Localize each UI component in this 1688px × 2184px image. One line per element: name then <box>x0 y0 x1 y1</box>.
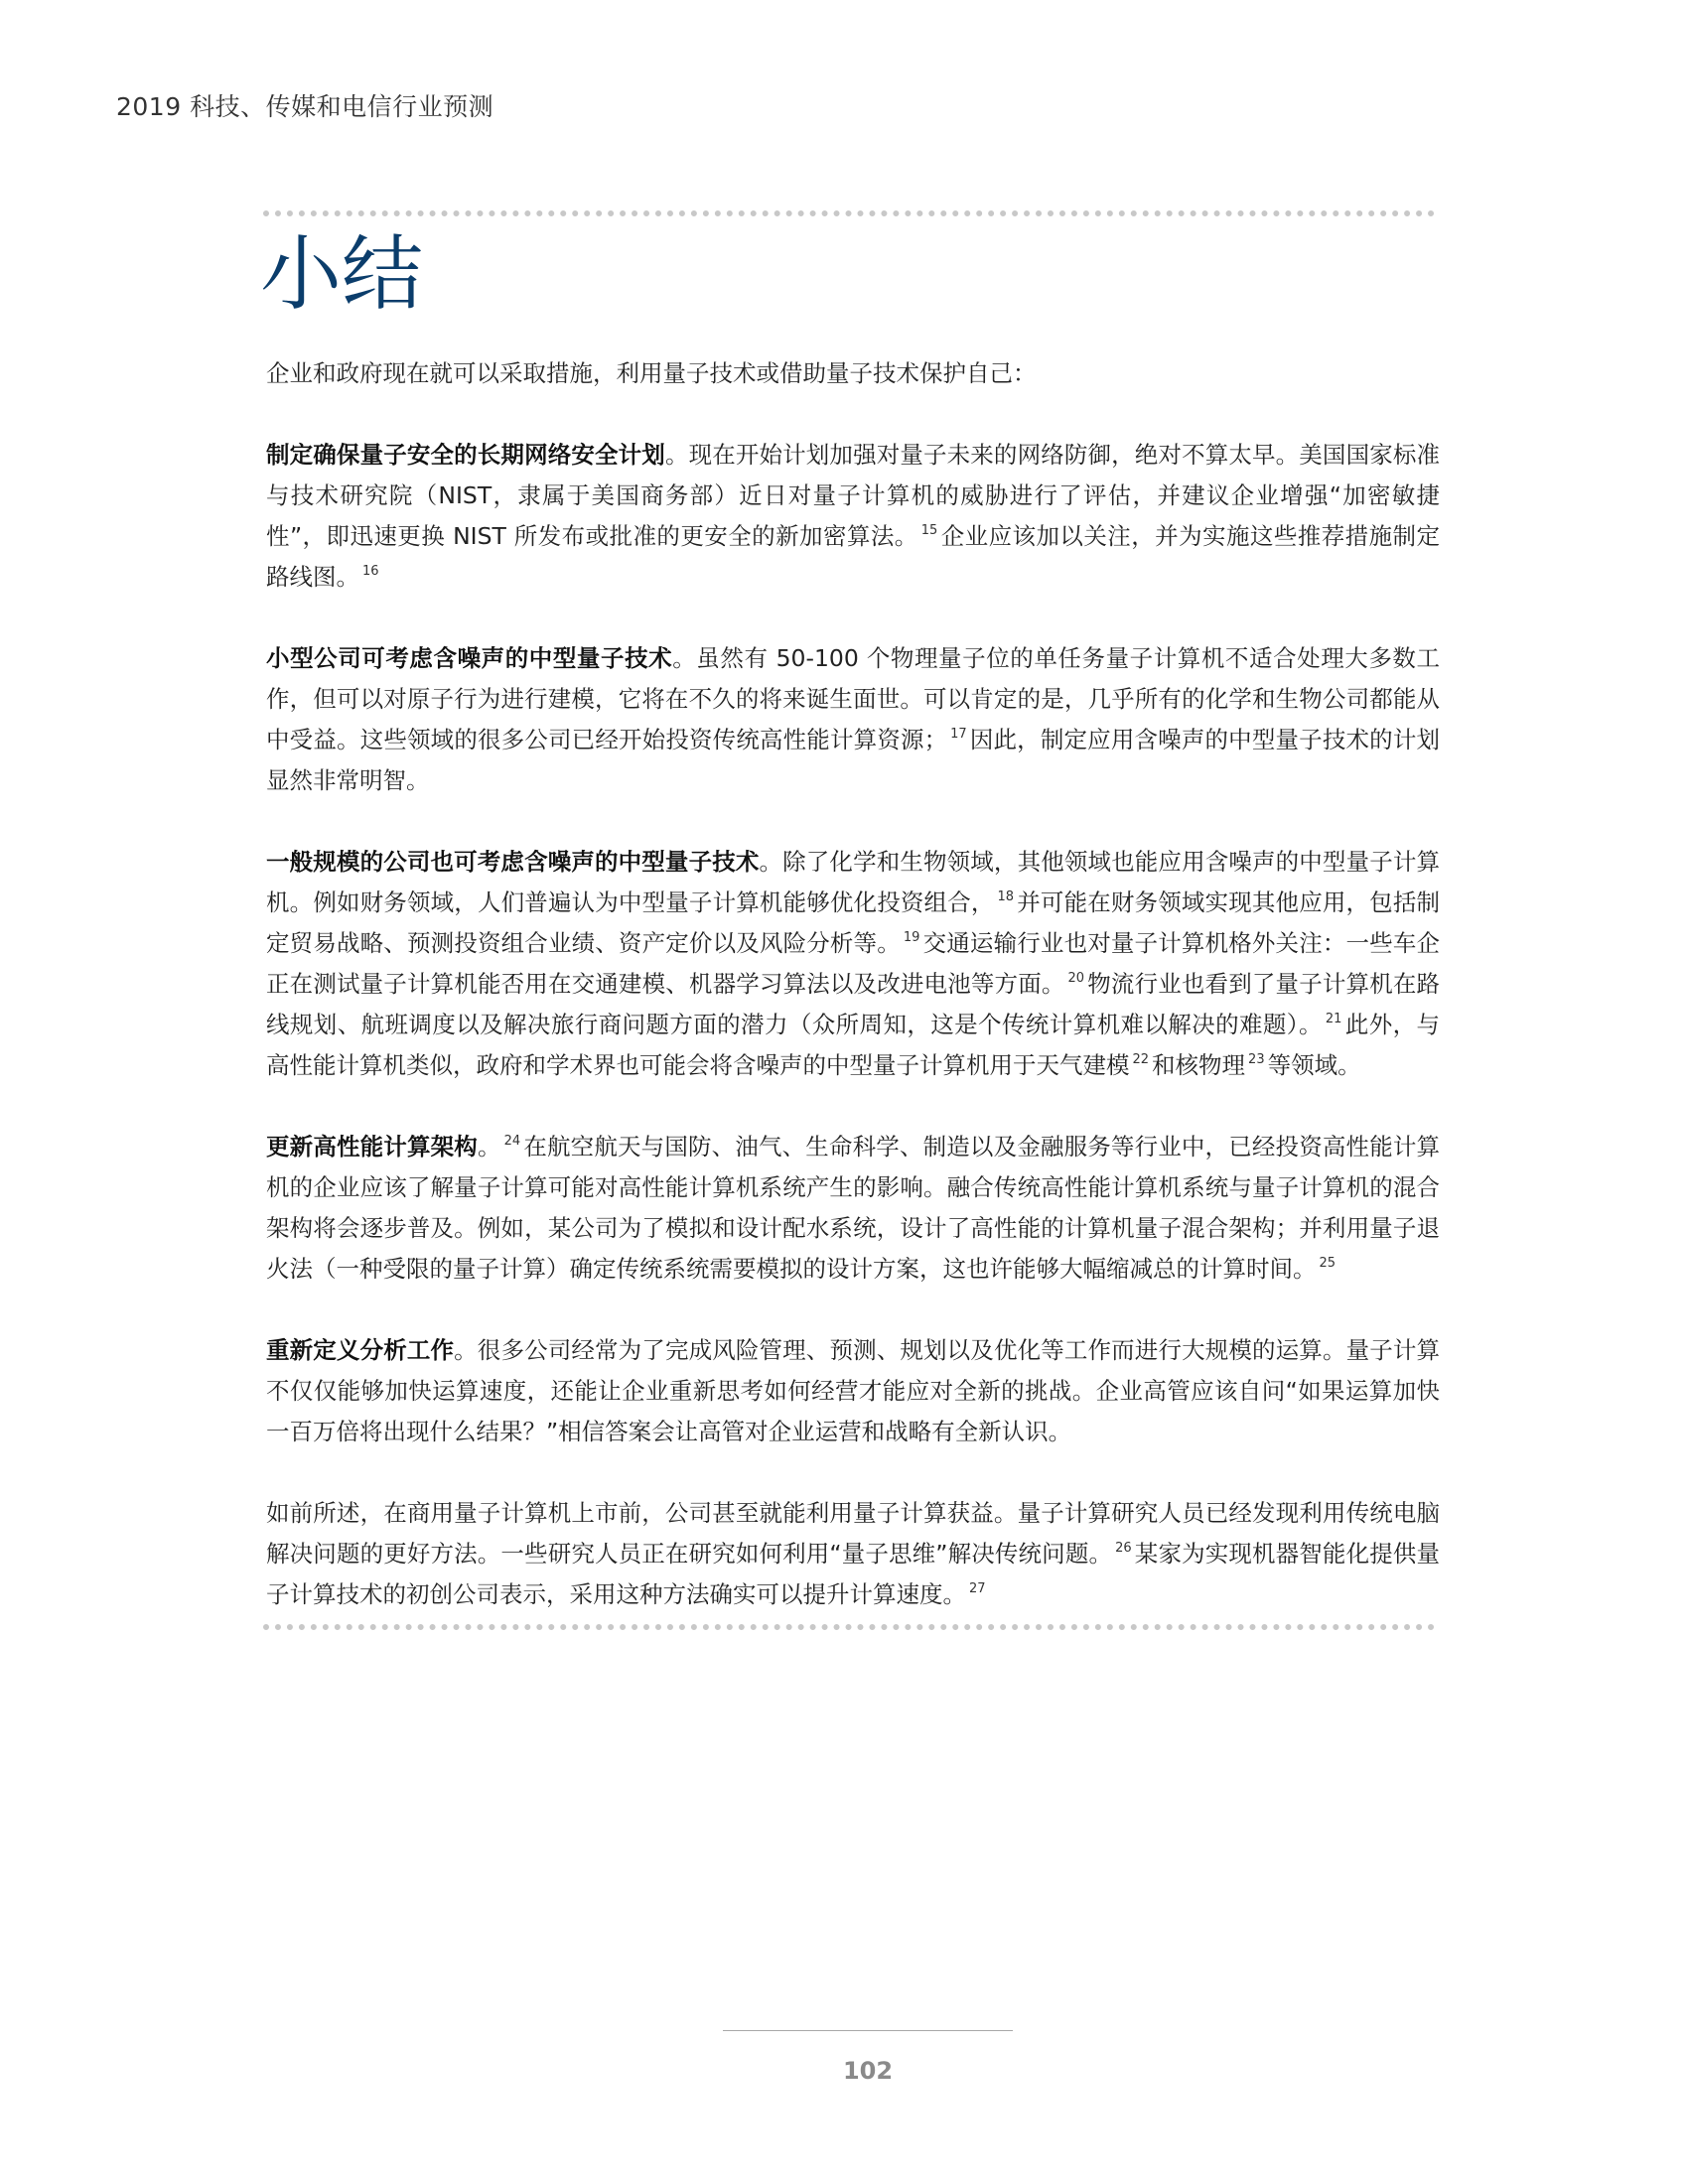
page-number: 102 <box>842 2057 894 2085</box>
paragraph-text: 。除了化学和生物领域，其他领域也能应用含噪声的中型量子计算机。例如财务领域，人们普遍认为中型量子计算机能够优化投资组合， <box>266 848 1440 916</box>
paragraph-text: 此外，与高性能计算机类似，政府和学术界也可能会将含噪声的中型量子计算机用于天气建模 <box>266 1011 1440 1079</box>
paragraph-lead-heading: 一般规模的公司也可考虑含噪声的中型量子技术 <box>266 848 760 876</box>
paragraph-text: 。虽然有 50-100 个物理量子位的单任务量子计算机不适合处理大多数工作，但可以对原子行为进行建模，它将在不久的将来诞生面世。可以肯定的是，几乎所有的化学和生物公司都能从中受益。这些领域的很多公司已经开始投资传统高性能计算资源； <box>266 644 1440 753</box>
footnote-ref[interactable]: 20 <box>1067 971 1085 986</box>
paragraph-conclusion <box>266 1493 1440 1615</box>
footnote-ref[interactable]: 23 <box>1248 1052 1265 1067</box>
paragraph-general-companies-nisq <box>266 842 1440 1086</box>
paragraph-text: 交通运输行业也对量子计算机格外关注：一些车企正在测试量子计算机能否用在交通建模、机器学习算法以及改进电池等方面。 <box>266 929 1441 998</box>
paragraph-text: 等领域。 <box>1267 1051 1361 1079</box>
paragraph-text: 企业应该加以关注，并为实施这些推荐措施制定路线图。 <box>266 522 1440 591</box>
section-title: 小结 <box>260 227 424 322</box>
paragraph-text: 因此，制定应用含噪声的中型量子技术的计划显然非常明智。 <box>266 726 1441 794</box>
article-body <box>266 353 1440 1656</box>
footnote-ref[interactable]: 16 <box>362 564 379 579</box>
footnote-ref[interactable]: 24 <box>503 1134 521 1149</box>
paragraph-text: 在航空航天与国防、油气、生命科学、制造以及金融服务等行业中，已经投资高性能计算机的企业应该了解量子计算可能对高性能计算机系统产生的影响。融合传统高性能计算机系统与量子计算机的混合架构将会逐步普及。例如，某公司为了模拟和设计配水系统，设计了高性能的计算机量子混合架构；并利用量子退火法（一种受限的量子计算）确定传统系统需要模拟的设计方案，这也许能够大幅缩减总的计算时间。 <box>266 1133 1441 1283</box>
top-dotted-divider <box>263 210 1435 216</box>
paragraph-lead-heading: 制定确保量子安全的长期网络安全计划 <box>266 441 665 469</box>
paragraph-small-companies-nisq <box>266 638 1440 801</box>
footnote-ref[interactable]: 22 <box>1132 1052 1150 1067</box>
footnote-ref[interactable]: 27 <box>969 1581 986 1596</box>
paragraph-lead-heading: 小型公司可考虑含噪声的中型量子技术 <box>266 644 673 672</box>
paragraph-text: 。现在开始计划加强对量子未来的网络防御，绝对不算太早。美国国家标准与技术研究院（NIST，隶属于美国商务部）近日对量子计算机的威胁进行了评估，并建议企业增强“加密敏捷性”，即迅速更换 NIST 所发布或批准的更安全的新加密算法。 <box>266 441 1441 550</box>
paragraph-text: 物流行业也看到了量子计算机在路线规划、航班调度以及解决旅行商问题方面的潜力（众所周知，这是个传统计算机难以解决的难题）。 <box>266 970 1441 1038</box>
paragraph-lead-heading: 更新高性能计算架构 <box>266 1133 478 1160</box>
footnote-ref[interactable]: 25 <box>1319 1256 1336 1271</box>
paragraph-text: 。很多公司经常为了完成风险管理、预测、规划以及优化等工作而进行大规模的运算。量子计算不仅仅能够加快运算速度，还能让企业重新思考如何经营才能应对全新的挑战。企业高管应该自问“如果运算加快一百万倍将出现什么结果？”相信答案会让高管对企业运营和战略有全新认识。 <box>266 1336 1441 1445</box>
paragraph-text: 。 <box>477 1133 501 1160</box>
paragraph-text: 和核物理 <box>1152 1051 1246 1079</box>
paragraph-text: 并可能在财务领域实现其他应用，包括制定贸易战略、预测投资组合业绩、资产定价以及风险分析等。 <box>266 888 1440 957</box>
footnote-ref[interactable]: 18 <box>997 889 1015 904</box>
intro-paragraph: 企业和政府现在就可以采取措施，利用量子技术或借助量子技术保护自己： <box>266 359 1037 387</box>
paragraph-quantum-safe-plan <box>266 435 1440 598</box>
footer-divider <box>723 2030 1013 2031</box>
paragraph-redefine-analytics <box>266 1330 1440 1452</box>
paragraph-update-hpc-architecture <box>266 1127 1440 1290</box>
footnote-ref[interactable]: 21 <box>1325 1012 1342 1026</box>
bottom-dotted-divider <box>263 1624 1435 1630</box>
footnote-ref[interactable]: 19 <box>903 930 920 945</box>
paragraph-text: 如前所述，在商用量子计算机上市前，公司甚至就能利用量子计算获益。量子计算研究人员已经发现利用传统电脑解决问题的更好方法。一些研究人员正在研究如何利用“量子思维”解决传统问题。 <box>266 1499 1440 1568</box>
footnote-ref[interactable]: 26 <box>1115 1541 1132 1556</box>
paragraph-text: 某家为实现机器智能化提供量子计算技术的初创公司表示，采用这种方法确实可以提升计算速度。 <box>266 1540 1441 1608</box>
paragraph-lead-heading: 重新定义分析工作 <box>266 1336 455 1364</box>
footnote-ref[interactable]: 17 <box>950 727 967 742</box>
footnote-ref[interactable]: 15 <box>920 523 938 538</box>
running-header-title: 2019 科技、传媒和电信行业预测 <box>116 92 494 121</box>
